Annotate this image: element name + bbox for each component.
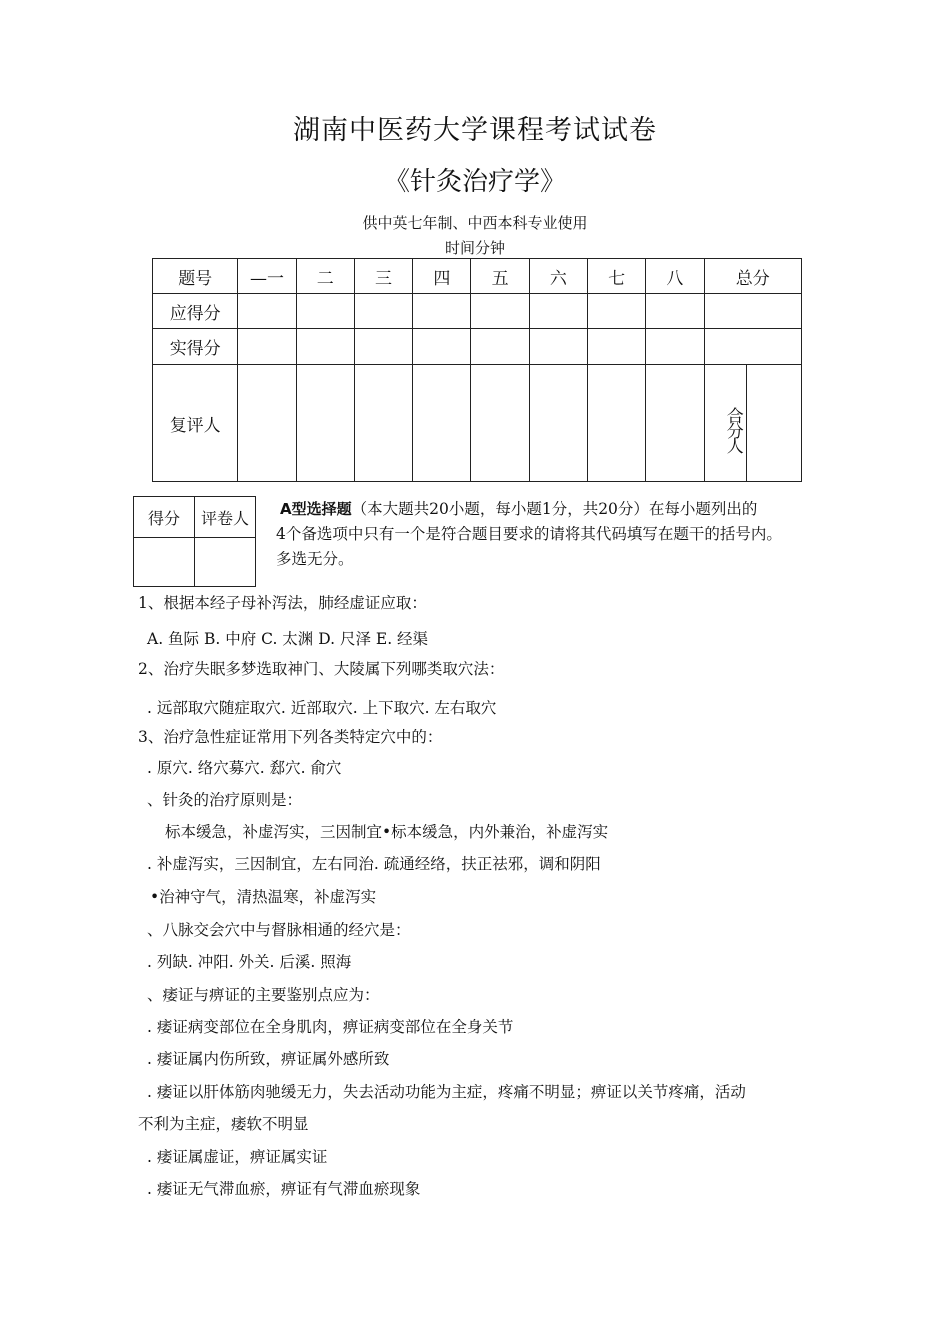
score-cell[interactable] [471,365,529,482]
question-options: 标本缓急，补虚泻实，三因制宜•标本缓急，内外兼治，补虚泻实 [165,823,609,841]
table-row [134,497,256,538]
score-cell[interactable] [704,294,801,329]
question-stem: 2、治疗失眠多梦选取神门、大陵属下列哪类取穴法： [138,660,505,678]
table-row [134,538,256,587]
score-cell[interactable] [238,294,296,329]
table-row [153,259,802,294]
score-cell[interactable] [134,538,195,587]
row-label: 复评人 [153,365,238,482]
question-stem: 、八脉交会穴中与督脉相通的经穴是： [147,921,411,939]
question-stem: 、痿证与痹证的主要鉴别点应为： [147,986,380,1004]
score-cell[interactable] [587,365,645,482]
score-cell[interactable] [646,329,704,365]
question-options: •治神守气，清热温寒，补虚泻实 [150,888,377,906]
score-cell[interactable] [529,329,587,365]
table-row [153,329,802,365]
header-cell: 题号 [153,259,238,294]
header-cell: —一 [238,259,296,294]
combiner-label: 合分人 [704,365,746,482]
question-options: . 痿证以肝体筋肉驰缓无力，失去活动功能为主症，疼痛不明显；痹证以关节疼痛，活动 [147,1083,746,1101]
header-cell: 五 [471,259,529,294]
row-label: 应得分 [153,294,238,329]
header-cell: 六 [529,259,587,294]
grader-cell[interactable] [195,538,256,587]
score-cell[interactable] [413,365,471,482]
score-cell[interactable] [296,294,354,329]
score-cell[interactable] [529,365,587,482]
score-cell[interactable] [413,294,471,329]
score-cell[interactable] [704,329,801,365]
score-cell[interactable] [646,365,704,482]
question-options: 不利为主症，痿软不明显 [138,1115,309,1133]
question-options: A. 鱼际 B. 中府 C. 太渊 D. 尺泽 E. 经渠 [147,630,429,648]
table-row [153,294,802,329]
score-cell[interactable] [646,294,704,329]
question-options: . 远部取穴随症取穴. 近部取穴. 上下取穴. 左右取穴 [147,699,497,717]
course-title: 《针灸治疗学》 [383,167,566,197]
usage-note: 供中英七年制、中西本科专业使用 [362,214,588,232]
score-cell[interactable] [238,365,296,482]
score-cell[interactable] [471,294,529,329]
header-cell: 四 [413,259,471,294]
score-label: 得分 [134,497,195,538]
header-cell: 七 [587,259,645,294]
section-type: A型选择题 [280,500,352,518]
header-cell: 总分 [704,259,801,294]
score-cell[interactable] [354,294,412,329]
section-line3: 多选无分。 [276,550,354,568]
time-note: 时间分钟 [444,239,505,257]
score-cell[interactable] [529,294,587,329]
question-options: . 痿证病变部位在全身肌肉，痹证病变部位在全身关节 [147,1018,514,1036]
section-instructions [276,497,836,572]
score-cell[interactable] [587,294,645,329]
question-options: . 痿证无气滞血瘀，痹证有气滞血瘀现象 [147,1180,421,1198]
score-cell[interactable] [354,329,412,365]
grader-box [133,496,256,587]
question-stem: 3、治疗急性症证常用下列各类特定穴中的： [138,728,443,746]
header-cell: 三 [354,259,412,294]
row-label: 实得分 [153,329,238,365]
question-options: . 原穴. 络穴募穴. 郄穴. 俞穴 [147,759,342,777]
header-cell: 八 [646,259,704,294]
grader-label: 评卷人 [195,497,256,538]
header-cell: 二 [296,259,354,294]
question-stem: 1、根据本经子母补泻法，肺经虚证应取： [138,594,427,612]
score-cell[interactable] [587,329,645,365]
question-stem: 、针灸的治疗原则是： [147,791,303,809]
table-row [153,365,802,482]
score-cell[interactable] [296,365,354,482]
question-options: . 列缺. 冲阳. 外关. 后溪. 照海 [147,953,352,971]
section-line1: （本大题共20小题，每小题1分，共20分）在每小题列出的 [351,500,758,518]
section-line2: 4个备选项中只有一个是符合题目要求的请将其代码填写在题干的括号内。 [276,525,782,543]
combiner-cell[interactable] [746,365,801,482]
question-options: . 痿证属内伤所致，痹证属外感所致 [147,1050,390,1068]
score-cell[interactable] [354,365,412,482]
question-options: . 痿证属虚证，痹证属实证 [147,1148,328,1166]
score-cell[interactable] [413,329,471,365]
score-cell[interactable] [471,329,529,365]
score-table [152,258,802,482]
score-cell[interactable] [296,329,354,365]
question-options: . 补虚泻实，三因制宜，左右同治. 疏通经络，扶正祛邪，调和阴阳 [147,855,601,873]
score-cell[interactable] [238,329,296,365]
exam-title: 湖南中医药大学课程考试试卷 [293,115,657,146]
